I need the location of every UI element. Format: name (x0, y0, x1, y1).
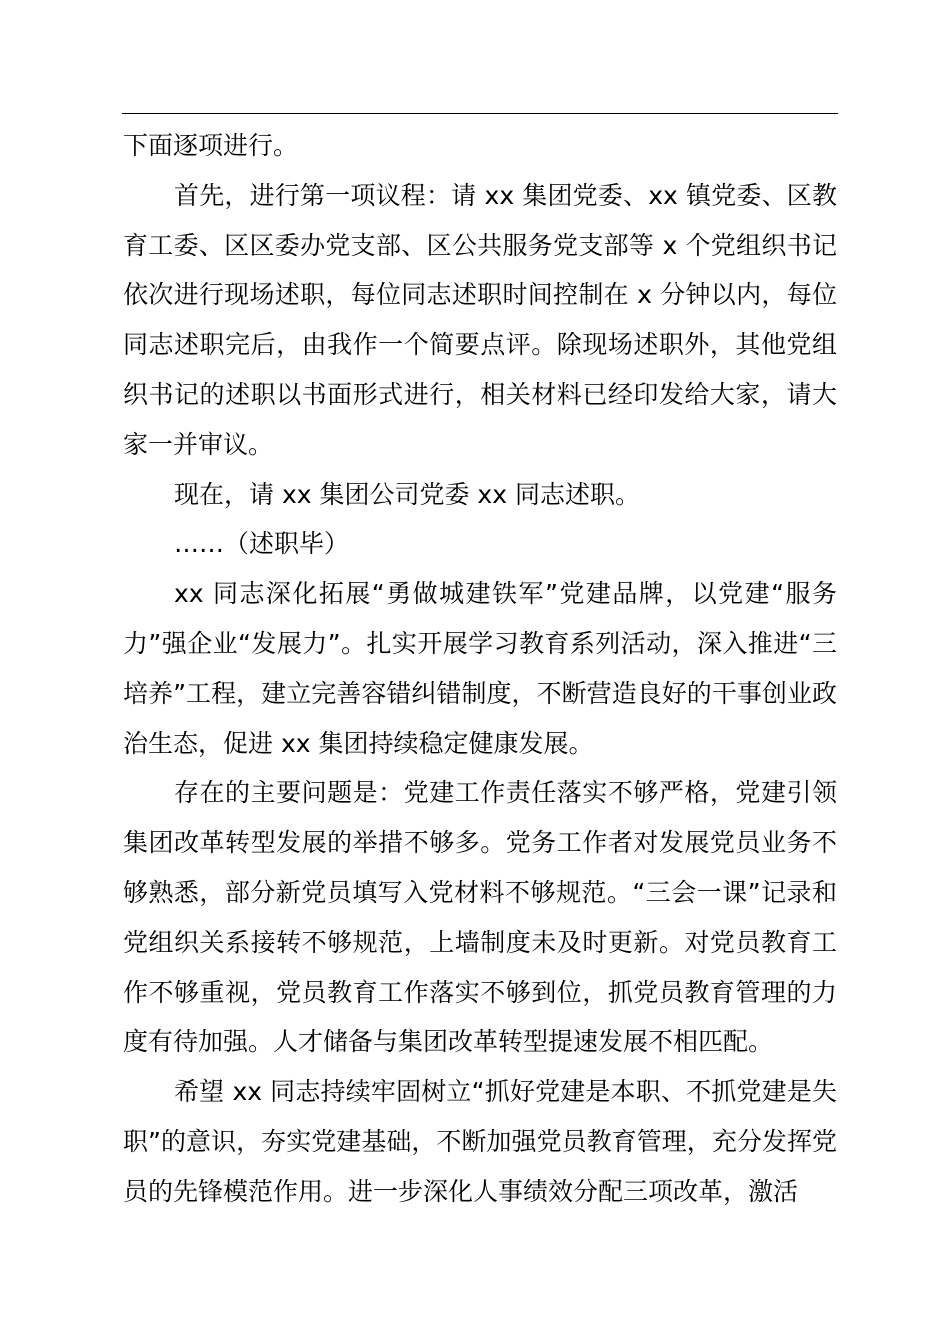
header-rule (122, 113, 838, 114)
paragraph-expectations: 希望 xx 同志持续牢固树立“抓好党建是本职、不抓党建是失职”的意识，夯实党建基础，不断加强党员教育管理，充分发挥党员的先锋模范作用。进一步深化人事绩效分配三项改革，激活 (123, 1077, 837, 1206)
paragraph-agenda-item-one: 首先，进行第一项议程：请 xx 集团党委、xx 镇党委、区教育工委、区区委办党支部、区公共服务党支部等 x 个党组织书记依次进行现场述职，每位同志述职时间控制在 x 分钟以内，每位同志述职完后，由我作一个简要点评。除现场述职外，其他党组织书记的述职以书面形式进行，相关材料已经印发给大家，请大家一并审议。 (123, 180, 837, 459)
paragraph-report-finished: ……（述职毕） (174, 529, 350, 559)
paragraph-achievements: xx 同志深化拓展“勇做城建铁军”党建品牌，以党建“服务力”强企业“发展力”。扎实开展学习教育系列活动，深入推进“三培养”工程，建立完善容错纠错制度，不断营造良好的干事创业政治生态，促进 xx 集团持续稳定健康发展。 (123, 579, 837, 758)
document-body (123, 121, 837, 1217)
paragraph-problems: 存在的主要问题是：党建工作责任落实不够严格，党建引领集团改革转型发展的举措不够多。党务工作者对发展党员业务不够熟悉，部分新党员填写入党材料不够规范。“三会一课”记录和党组织关系接转不够规范，上墙制度未及时更新。对党员教育工作不够重视，党员教育工作落实不够到位，抓党员教育管理的力度有待加强。人才储备与集团改革转型提速发展不相匹配。 (123, 778, 837, 1057)
paragraph-continuation: 下面逐项进行。 (123, 131, 299, 160)
paragraph-invite-report: 现在，请 xx 集团公司党委 xx 同志述职。 (174, 479, 640, 509)
